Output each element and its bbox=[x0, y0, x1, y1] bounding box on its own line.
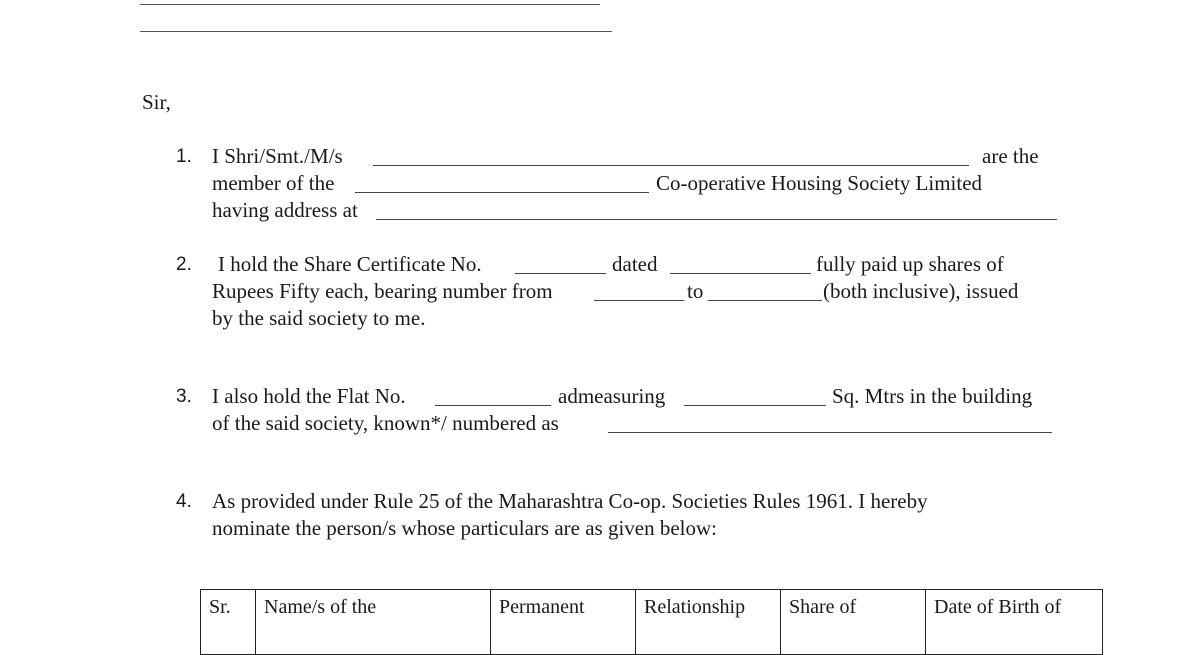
salutation: Sir, bbox=[142, 90, 171, 114]
item-2-line-1-end: fully paid up shares of bbox=[816, 252, 1004, 276]
item-1-number: 1. bbox=[176, 146, 192, 167]
item-2-line-1-dated: dated bbox=[612, 252, 658, 276]
society-name-blank bbox=[355, 192, 649, 193]
header-line-1: Permanent bbox=[499, 596, 585, 618]
item-3-line-1-end: Sq. Mtrs in the building bbox=[832, 384, 1033, 408]
share-certificate-no-blank bbox=[515, 273, 606, 274]
header-line-2 bbox=[499, 620, 627, 646]
item-4-number: 4. bbox=[176, 491, 192, 512]
header-line-1: Date of Birth of bbox=[934, 596, 1062, 618]
header-line-1: Sr. bbox=[209, 596, 231, 618]
header-line-2 bbox=[934, 620, 1094, 646]
flat-area-blank bbox=[684, 405, 826, 406]
address-blank bbox=[376, 219, 1057, 220]
item-2-line-1-text: I hold the Share Certificate No. bbox=[218, 252, 482, 276]
item-2-line-2-end: (both inclusive), issued bbox=[823, 279, 1019, 303]
item-2-line-2-to: to bbox=[687, 279, 704, 303]
header-sr-no bbox=[201, 590, 256, 655]
table-header-row bbox=[201, 590, 1103, 655]
item-2-line-2-text: Rupees Fifty each, bearing number from bbox=[212, 279, 553, 303]
header-nominee-name bbox=[256, 590, 491, 655]
item-3-line-2-text: of the said society, known*/ numbered as bbox=[212, 411, 559, 435]
top-address-line-1 bbox=[140, 4, 600, 5]
header-line-1: Name/s of the bbox=[264, 596, 377, 618]
item-3-line-1-text: I also hold the Flat No. bbox=[212, 384, 406, 408]
item-1-line-1-text: I Shri/Smt./M/s bbox=[212, 144, 343, 168]
item-3-line-1-admeasuring: admeasuring bbox=[558, 384, 666, 408]
item-1-line-2-end: Co-operative Housing Society Limited bbox=[656, 171, 983, 195]
header-relationship bbox=[636, 590, 781, 655]
item-1-line-1-end: are the bbox=[982, 144, 1039, 168]
item-1-line-3-text: having address at bbox=[212, 198, 358, 222]
building-name-blank bbox=[608, 432, 1052, 433]
header-line-1: Relationship bbox=[644, 596, 746, 618]
item-3-number: 3. bbox=[176, 386, 192, 407]
header-line-1: Share of bbox=[789, 596, 857, 618]
nominee-table bbox=[200, 589, 1103, 655]
top-address-line-2 bbox=[140, 31, 612, 32]
item-1-line-2-text: member of the bbox=[212, 171, 335, 195]
flat-no-blank bbox=[435, 405, 551, 406]
header-date-of-birth bbox=[926, 590, 1103, 655]
item-2-line-3-text: by the said society to me. bbox=[212, 306, 426, 330]
member-name-blank bbox=[373, 165, 969, 166]
share-number-from-blank bbox=[594, 300, 684, 301]
item-4-line-2-text: nominate the person/s whose particulars are as given below: bbox=[212, 516, 718, 540]
header-line-2 bbox=[789, 620, 917, 646]
share-number-to-blank bbox=[708, 300, 822, 301]
header-share bbox=[781, 590, 926, 655]
certificate-date-blank bbox=[670, 273, 811, 274]
header-line-2 bbox=[264, 620, 482, 646]
header-permanent-address bbox=[491, 590, 636, 655]
item-2-number: 2. bbox=[176, 254, 192, 275]
header-line-2 bbox=[209, 620, 247, 646]
header-line-2 bbox=[644, 620, 772, 646]
item-4-line-1-text: As provided under Rule 25 of the Maharashtra Co-op. Societies Rules 1961. I hereby bbox=[212, 489, 928, 513]
